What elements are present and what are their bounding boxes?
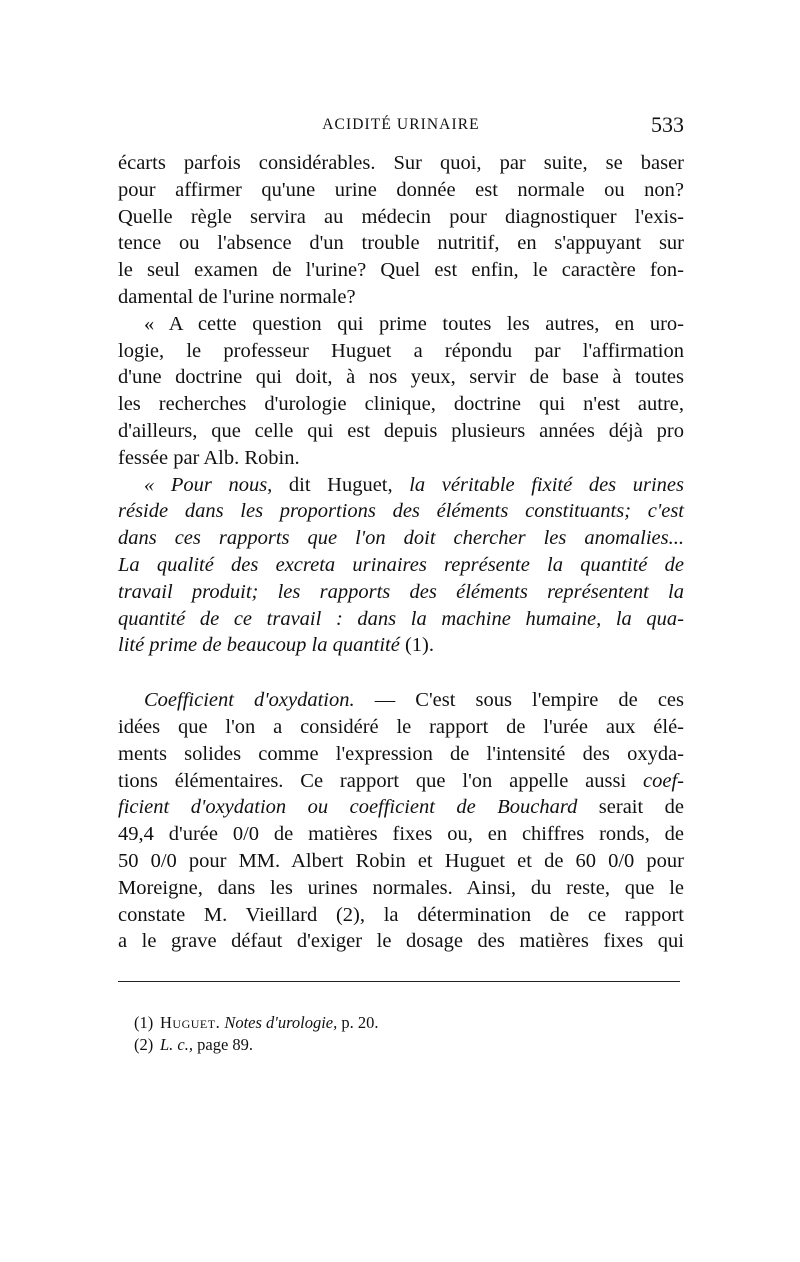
quote-text: la véritable fixité des urines xyxy=(409,473,684,496)
text-line: Moreigne, dans les urines normales. Ainsi, du reste, que le xyxy=(118,876,684,899)
page-header xyxy=(118,112,684,146)
paragraph-3-quote xyxy=(118,472,684,660)
text-span: tions élémentaires. Ce rapport que l'on appelle aussi xyxy=(118,769,644,792)
text-line: d'ailleurs, que celle qui est depuis plusieurs années déjà pro xyxy=(118,419,684,442)
page-number: 533 xyxy=(651,112,684,137)
paragraph-4 xyxy=(118,687,684,955)
paragraph-1 xyxy=(118,150,684,311)
footnote-mark: (1) xyxy=(134,1013,154,1032)
footnote-rest: page 89. xyxy=(193,1035,254,1054)
quote-open: « Pour nous, xyxy=(144,473,273,496)
text-line: tence ou l'absence d'un trouble nutritif, en s'appuyant sur xyxy=(118,232,684,255)
footnote-mark: (2) xyxy=(134,1035,154,1054)
text-line: dans ces rapports que l'on doit chercher les anomalies... xyxy=(118,527,684,550)
text-line: 50 0/0 pour MM. Albert Robin et Huguet et de 60 0/0 pour xyxy=(118,849,684,872)
text-line: écarts parfois considérables. Sur quoi, par suite, se baser xyxy=(118,152,684,174)
text-line: quantité de ce travail : dans la machine humaine, la qua- xyxy=(118,607,684,630)
text-line: constate M. Vieillard (2), la détermination de ce rapport xyxy=(118,903,684,926)
text-line: 49,4 d'urée 0/0 de matières fixes ou, en chiffres ronds, de xyxy=(118,823,684,846)
text-line: logie, le professeur Huguet a répondu par l'affirmation xyxy=(118,339,684,362)
running-title: ACIDITÉ URINAIRE xyxy=(322,116,480,133)
italic-span: coef- xyxy=(643,769,684,792)
text-line: Quelle règle servira au médecin pour diagnostiquer l'exis- xyxy=(118,205,684,228)
text-line: réside dans les proportions des éléments constituants; c'est xyxy=(118,500,684,523)
text-line xyxy=(118,472,684,499)
quote-attribution: dit Huguet, xyxy=(272,473,410,496)
text-line: fessée par Alb. Robin. xyxy=(118,446,300,469)
footnote-author: Huguet. xyxy=(160,1013,221,1032)
footnote-title: L. c., xyxy=(160,1035,193,1054)
text-line: a le grave défaut d'exiger le dosage des matières fixes qui xyxy=(118,930,684,953)
section-gap xyxy=(118,659,684,687)
text-span: serait de xyxy=(577,796,684,819)
text-line: les recherches d'urologie clinique, doctrine qui n'est autre, xyxy=(118,393,684,416)
text-line xyxy=(118,768,684,795)
footnote-1 xyxy=(134,1012,379,1034)
text-line: ments solides comme l'expression de l'intensité des oxyda- xyxy=(118,742,684,765)
text-line: damental de l'urine normale? xyxy=(118,285,356,308)
body-text xyxy=(118,150,684,955)
text-line xyxy=(118,794,684,821)
heading-rest: — C'est sous l'empire de ces xyxy=(354,689,684,712)
text-line: travail produit; les rapports des éléments représentent la xyxy=(118,580,684,603)
section-heading: Coefficient d'oxydation. xyxy=(144,689,355,712)
text-line: La qualité des excreta urinaires représente la quantité de xyxy=(118,553,684,576)
paragraph-2 xyxy=(118,311,684,472)
text-line xyxy=(118,632,684,659)
footnote-rule xyxy=(118,981,680,982)
text-line: idées que l'on a considéré le rapport de l'urée aux élé- xyxy=(118,715,684,738)
footnotes xyxy=(134,1012,379,1056)
text-line: pour affirmer qu'une urine donnée est normale ou non? xyxy=(118,178,684,201)
footnote-rest: p. 20. xyxy=(337,1013,379,1032)
quote-text: lité prime de beaucoup la quantité xyxy=(118,634,400,657)
text-line xyxy=(118,687,684,714)
footnote-title: Notes d'urologie, xyxy=(224,1013,338,1032)
text-line: d'une doctrine qui doit, à nos yeux, servir de base à toutes xyxy=(118,366,684,389)
text-line: « A cette question qui prime toutes les autres, en uro- xyxy=(144,312,684,335)
italic-span: ficient d'oxydation ou coefficient de Bouchard xyxy=(118,796,578,819)
footnote-2 xyxy=(134,1034,379,1056)
text-line: le seul examen de l'urine? Quel est enfin, le caractère fon- xyxy=(118,259,684,282)
footnote-ref: (1). xyxy=(399,634,434,657)
